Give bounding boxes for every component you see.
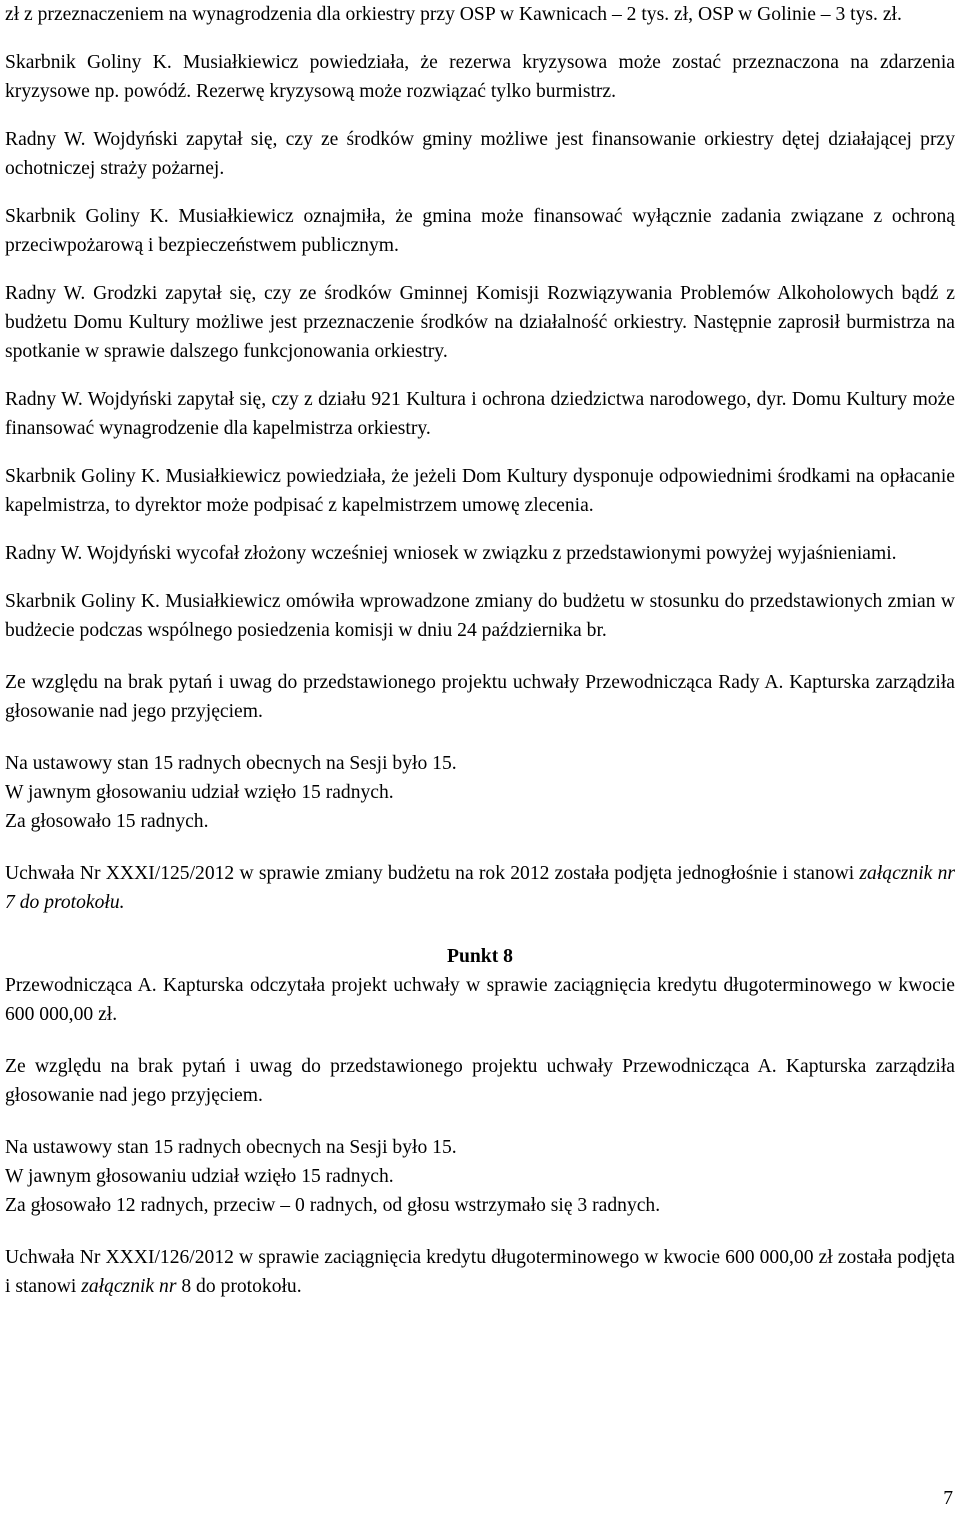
resolution-text: Uchwała Nr XXXI/125/2012 w sprawie zmiany budżetu na rok 2012 została podjęta jednogłośnie i stanowi — [5, 863, 860, 884]
resolution-tail: 8 do protokołu. — [176, 1276, 302, 1297]
paragraph-councillor-culture-question: Radny W. Wojdyński zapytał się, czy z działu 921 Kultura i ochrona dziedzictwa narodowego, dyr. Domu Kultury może finansować wynagrodzenie dla kapelmistrza orkiestry. — [5, 389, 955, 439]
paragraph-budget-allocation: zł z przeznaczeniem na wynagrodzenia dla orkiestry przy OSP w Kawnicach – 2 tys. zł, OSP w Golinie – 3 tys. zł. — [5, 4, 902, 25]
vote-line-attendance: Na ustawowy stan 15 radnych obecnych na Sesji było 15. — [5, 753, 457, 774]
vote-results-block — [5, 749, 955, 836]
vote-line-participation: W jawnym głosowaniu udział wzięło 15 radnych. — [5, 1166, 394, 1187]
attachment-reference: załącznik nr 7 do protokołu. — [5, 863, 955, 913]
paragraph-vote-announcement: Ze względu na brak pytań i uwag do przedstawionego projektu uchwały Przewodnicząca Rady A. Kapturska zarządziła głosowanie nad jego przyjęciem. — [5, 672, 955, 722]
resolution-paragraph-2 — [5, 1243, 955, 1301]
paragraph-councillor-grodzki-question: Radny W. Grodzki zapytał się, czy ze środków Gminnej Komisji Rozwiązywania Problemów Alkoholowych bądź z budżetu Domu Kultury możliwe jest przeznaczenie środków na działalność orkiestry. Następnie zaprosił burmistrza na spotkanie w sprawie dalszego funkcjonowania orkiestry. — [5, 283, 955, 362]
paragraph-treasurer-fire-protection: Skarbnik Goliny K. Musiałkiewicz oznajmiła, że gmina może finansować wyłącznie zadania związane z ochroną przeciwpożarową i bezpieczeństwem publicznym. — [5, 206, 955, 256]
paragraph-treasurer-crisis-reserve: Skarbnik Goliny K. Musiałkiewicz powiedziała, że rezerwa kryzysowa może zostać przeznaczona na zdarzenia kryzysowe np. powódź. Rezerwę kryzysową może rozwiązać tylko burmistrz. — [5, 52, 955, 102]
paragraph-treasurer-budget-changes: Skarbnik Goliny K. Musiałkiewicz omówiła wprowadzone zmiany do budżetu w stosunku do przedstawionych zmian w budżecie podczas wspólnego posiedzenia komisji w dniu 24 października br. — [5, 591, 955, 641]
attachment-reference: załącznik nr — [81, 1276, 177, 1297]
vote-line-result: Za głosowało 15 radnych. — [5, 811, 209, 832]
vote-results-block-2 — [5, 1133, 955, 1220]
paragraph-vote-announcement-2: Ze względu na brak pytań i uwag do przedstawionego projektu uchwały Przewodnicząca A. Kapturska zarządziła głosowanie nad jego przyjęciem. — [5, 1056, 955, 1106]
paragraph-councillor-question-orchestra: Radny W. Wojdyński zapytał się, czy ze środków gminy możliwe jest finansowanie orkiestry dętej działającej przy ochotniczej straży pożarnej. — [5, 129, 955, 179]
vote-line-result: Za głosowało 12 radnych, przeciw – 0 radnych, od głosu wstrzymało się 3 radnych. — [5, 1195, 661, 1216]
paragraph-credit-draft-read: Przewodnicząca A. Kapturska odczytała projekt uchwały w sprawie zaciągnięcia kredytu długoterminowego w kwocie 600 000,00 zł. — [5, 975, 955, 1025]
page-number: 7 — [943, 1488, 953, 1509]
vote-line-attendance: Na ustawowy stan 15 radnych obecnych na Sesji było 15. — [5, 1137, 457, 1158]
resolution-paragraph — [5, 859, 955, 917]
section-heading: Punkt 8 — [447, 946, 513, 967]
resolution-text: Uchwała Nr XXXI/126/2012 w sprawie zaciągnięcia kredytu długoterminowego w kwocie 600 000,00 zł została podjęta i stanowi — [5, 1247, 955, 1297]
paragraph-motion-withdrawn: Radny W. Wojdyński wycofał złożony wcześniej wniosek w związku z przedstawionymi powyżej wyjaśnieniami. — [5, 543, 897, 564]
vote-line-participation: W jawnym głosowaniu udział wzięło 15 radnych. — [5, 782, 394, 803]
paragraph-treasurer-bandmaster: Skarbnik Goliny K. Musiałkiewicz powiedziała, że jeżeli Dom Kultury dysponuje odpowiednimi środkami na opłacanie kapelmistrza, to dyrektor może podpisać z kapelmistrzem umowę zlecenia. — [5, 466, 955, 516]
